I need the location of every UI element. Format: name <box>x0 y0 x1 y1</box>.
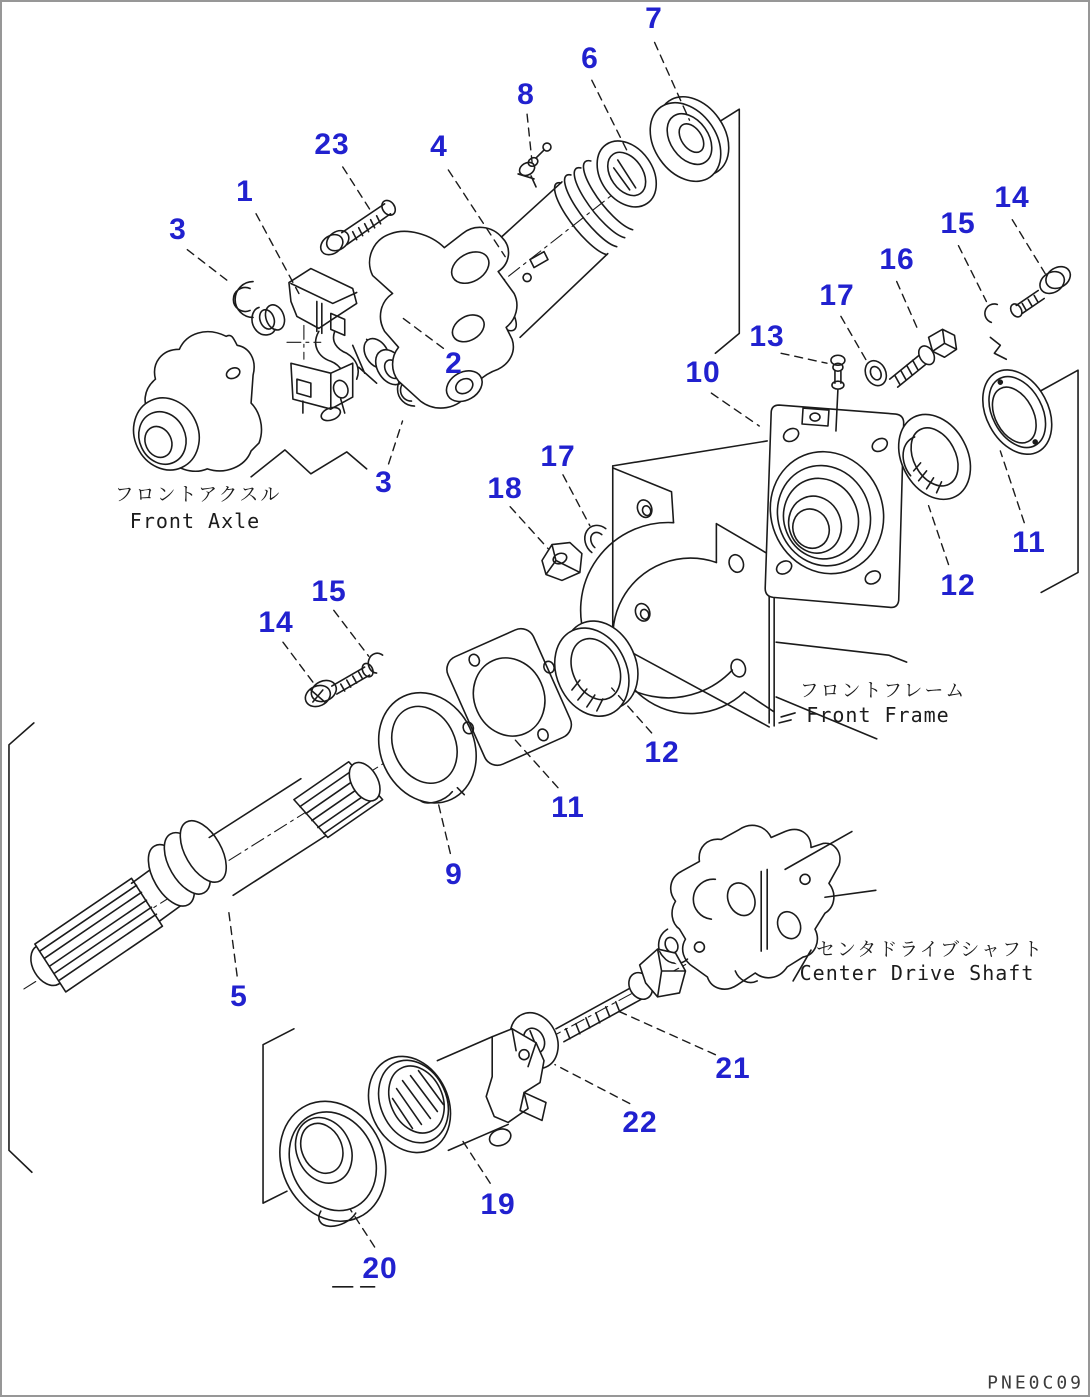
bearing-flange-10-drawing <box>752 405 904 607</box>
bolt-14-right-drawing <box>1008 262 1074 319</box>
callout-11-mid: 11 <box>551 791 585 824</box>
bolt-16-drawing <box>890 329 957 387</box>
ring11r-dot-2 <box>1033 440 1037 444</box>
grease-fitting-8-drawing <box>517 143 551 187</box>
front-axle-drawing <box>122 332 262 481</box>
clip-15-right <box>985 304 997 322</box>
washer-17-right <box>861 357 890 389</box>
callout-3-mid: 3 <box>375 466 393 499</box>
callout-1: 1 <box>236 175 254 208</box>
callout-2: 2 <box>445 347 463 380</box>
coupling-19-drawing <box>353 1029 546 1166</box>
bolt-21-drawing <box>556 949 686 1042</box>
bolt14l-shank <box>332 667 370 694</box>
callout-13: 13 <box>749 320 785 353</box>
clip-15-left <box>368 653 382 673</box>
plate-hole-2 <box>633 602 652 624</box>
coupling19-tab <box>487 1126 513 1148</box>
yoke-4-drawing <box>370 161 633 408</box>
front-axle-label-jp: フロントアクスル <box>114 483 282 506</box>
front-axle-label-en: Front Axle <box>129 509 261 533</box>
front-frame-label-en: Front Frame <box>806 703 950 727</box>
universal-joint-drawing <box>252 269 412 423</box>
callout-8: 8 <box>517 78 535 111</box>
callout-16: 16 <box>879 243 915 276</box>
cylinder-notch <box>523 252 548 282</box>
callout-12-mid: 12 <box>644 736 680 769</box>
fitting13-mid <box>833 363 843 371</box>
callout-17-right: 17 <box>819 279 855 312</box>
ring11r-dot-1 <box>998 380 1002 384</box>
plate-hole-3 <box>727 553 746 575</box>
callout-17-mid: 17 <box>540 440 576 473</box>
front-frame-label-jp: フロントフレーム <box>799 679 967 702</box>
callout-9: 9 <box>445 858 463 891</box>
callout-22: 22 <box>622 1106 658 1139</box>
bolt14r-tip <box>1008 302 1024 319</box>
callout-20: 20 <box>362 1252 398 1285</box>
section-zigzag <box>251 450 367 477</box>
bolt14r-head <box>1036 267 1069 298</box>
callout-10: 10 <box>685 356 721 389</box>
fitting13-base <box>832 381 844 389</box>
center-drive-shaft-label-jp: センタドライブシャフト <box>816 938 1044 961</box>
callout-11-right: 11 <box>1012 526 1046 559</box>
shaft-lower-spline-block <box>35 878 163 992</box>
bolt-14-left-drawing <box>302 662 375 711</box>
callout-12-right: 12 <box>940 569 976 602</box>
bolt14r-shank <box>1016 291 1044 314</box>
fitting8-tip <box>543 143 551 151</box>
callout-19: 19 <box>480 1188 516 1221</box>
drive-shaft-5-drawing <box>24 757 386 992</box>
callout-3-top: 3 <box>169 213 187 246</box>
ring11r-outer <box>969 358 1066 466</box>
callout-14-left: 14 <box>258 606 294 639</box>
plate-hole-1 <box>635 498 654 520</box>
ujoint-bottom-block <box>291 363 353 409</box>
center-drive-shaft-label-en: Center Drive Shaft <box>799 961 1035 985</box>
callout-4: 4 <box>430 130 448 163</box>
bracket-mid-left <box>9 723 34 1172</box>
drawing-code: PNE0C09 <box>987 1372 1084 1394</box>
plate-hole-4 <box>729 657 748 679</box>
snap-ring-top <box>233 282 253 318</box>
callout-6: 6 <box>581 42 599 75</box>
seal-11-right-drawing <box>969 358 1066 466</box>
washer-17-middle <box>585 525 606 552</box>
callout-21: 21 <box>715 1052 751 1085</box>
callout-18: 18 <box>487 472 523 505</box>
callout-15-right: 15 <box>940 207 976 240</box>
callout-14-right: 14 <box>994 181 1030 214</box>
bolt23-tip <box>379 198 398 218</box>
callout-7: 7 <box>645 2 663 35</box>
callout-23: 23 <box>314 128 350 161</box>
callout-5: 5 <box>230 980 248 1013</box>
callout-15-left: 15 <box>311 575 347 608</box>
washer-17-right-hole <box>868 365 883 382</box>
zigzag-ring11 <box>990 337 1006 359</box>
plateB-edges <box>716 524 774 726</box>
